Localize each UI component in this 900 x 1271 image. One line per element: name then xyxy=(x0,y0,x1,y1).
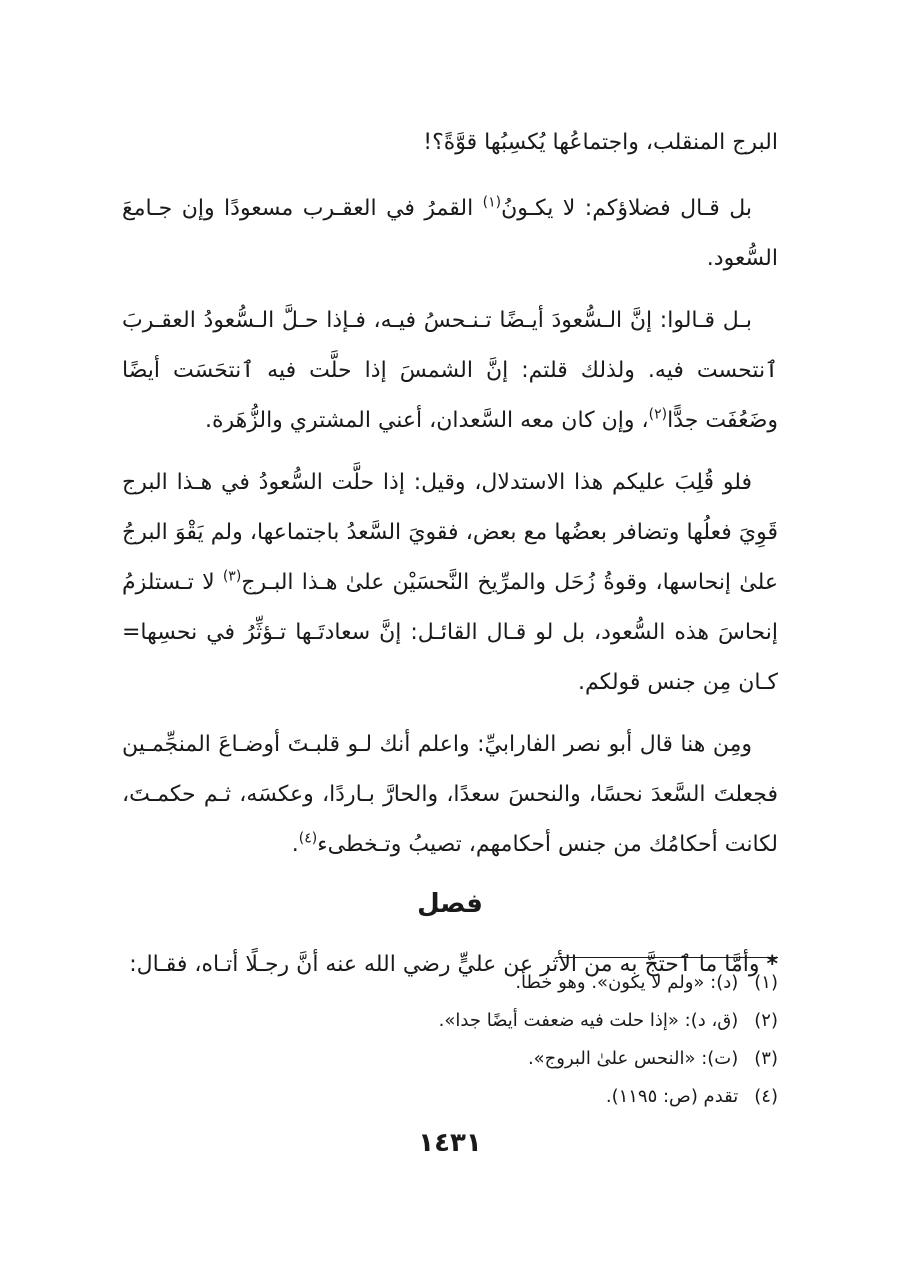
footnote-divider xyxy=(556,957,778,958)
paragraph-2-text-a: بل قـال فضلاؤكم: لا يكـونُ xyxy=(501,196,752,221)
footnote-number: (٢) xyxy=(754,1010,778,1031)
paragraph-5-text-a: ومِن هنا قال أبو نصر الفارابيِّ: واعلم أنك لـو قلبـتَ أوضـاعَ المنجِّمـين فجعلتَ السَّعدَ نحسًا، والنحسَ سعدًا، والحارَّ بـاردًا، وعكسَه، ثـم حكمـتَ، لكانت أحكامُك من جنس أحكامهم، تصيبُ وتـخطىء xyxy=(122,732,778,857)
paragraph-3-text-b: ، وإن كان معه السَّعدان، أعني المشتري والزُّهَرة. xyxy=(204,408,649,433)
paragraph-1-text: البرج المنقلب، واجتماعُها يُكسِبُها قوَّةً؟! xyxy=(423,130,778,155)
footnote-ref-4[interactable]: (٤) xyxy=(298,830,318,847)
footnote-ref-3[interactable]: (٣) xyxy=(222,568,242,585)
paragraph-5 xyxy=(122,720,778,870)
footnote-text: تقدم (ص: ١١٩٥). xyxy=(605,1086,739,1107)
paragraph-5-text-b: . xyxy=(291,832,299,857)
footnote-ref-1[interactable]: (١) xyxy=(482,194,502,211)
paragraph-3-text-a: بـل قـالوا: إنَّ الـسُّعودَ أيـضًا تـنـحسُ فيـه، فـإذا حـلَّ الـسُّعودُ العقـربَ ٱنتحست فيه. ولذلك قلتم: إنَّ الشمسَ إذا حلَّت فيه ٱنتحَسَت أيضًا وضَعُفَت جدًّا xyxy=(122,308,778,433)
footnotes xyxy=(122,964,778,1116)
footnote-ref-2[interactable]: (٢) xyxy=(648,406,668,423)
footnote-item xyxy=(122,964,778,1002)
footnote-number: (٤) xyxy=(754,1086,778,1107)
paragraph-4-text-b: لا تـستلزمُ إنحاسَ هذه السُّعود، بل لو قـال القائـل: إنَّ سعادتَـها تـؤثِّرُ في نحسِها= كـان مِن جنس قولكم. xyxy=(122,570,778,695)
footnote-text: (د): «ولم لا يكون». وهو خطأ. xyxy=(515,972,739,993)
footnote-item xyxy=(122,1078,778,1116)
section-heading: فصل xyxy=(417,889,483,919)
footnote-item xyxy=(122,1040,778,1078)
footnote-text: (ق، د): «إذا حلت فيه ضعفت أيضًا جدا». xyxy=(438,1010,739,1031)
paragraph-2-text-b: القمرُ في العقـرب مسعودًا وإن جـامعَ السُّعود. xyxy=(122,196,778,271)
footnote-item xyxy=(122,1002,778,1040)
footnote-number: (٣) xyxy=(754,1048,778,1069)
paragraph-1 xyxy=(122,118,778,168)
asterisk-marker: * xyxy=(766,952,778,977)
main-text xyxy=(122,118,778,1002)
page-number: ١٤٣١ xyxy=(418,1128,482,1158)
paragraph-3 xyxy=(122,296,778,446)
footnote-text: (ت): «النحس علىٰ البروج». xyxy=(527,1048,739,1069)
paragraph-2 xyxy=(122,184,778,284)
paragraph-4 xyxy=(122,458,778,708)
final-paragraph-text: وأمَّا ما ٱحتجَّ به من الأثر عن عليٍّ رضي الله عنه أنَّ رجـلًا أتـاه، فقـال: xyxy=(129,952,767,977)
paragraph-4-text-a: فلو قُلِبَ عليكم هذا الاستدلال، وقيل: إذا حلَّت السُّعودُ في هـذا البرج قَوِيَ فعلُها وتضافر بعضُها مع بعض، فقويَ السَّعدُ باجتماعها، ولم يَقْوَ البرجُ علىٰ إنحاسها، وقوةُ زُحَل والمرِّيخ النَّحسَيْن علىٰ هـذا البـرج xyxy=(122,470,778,595)
footnote-number: (١) xyxy=(754,972,778,993)
